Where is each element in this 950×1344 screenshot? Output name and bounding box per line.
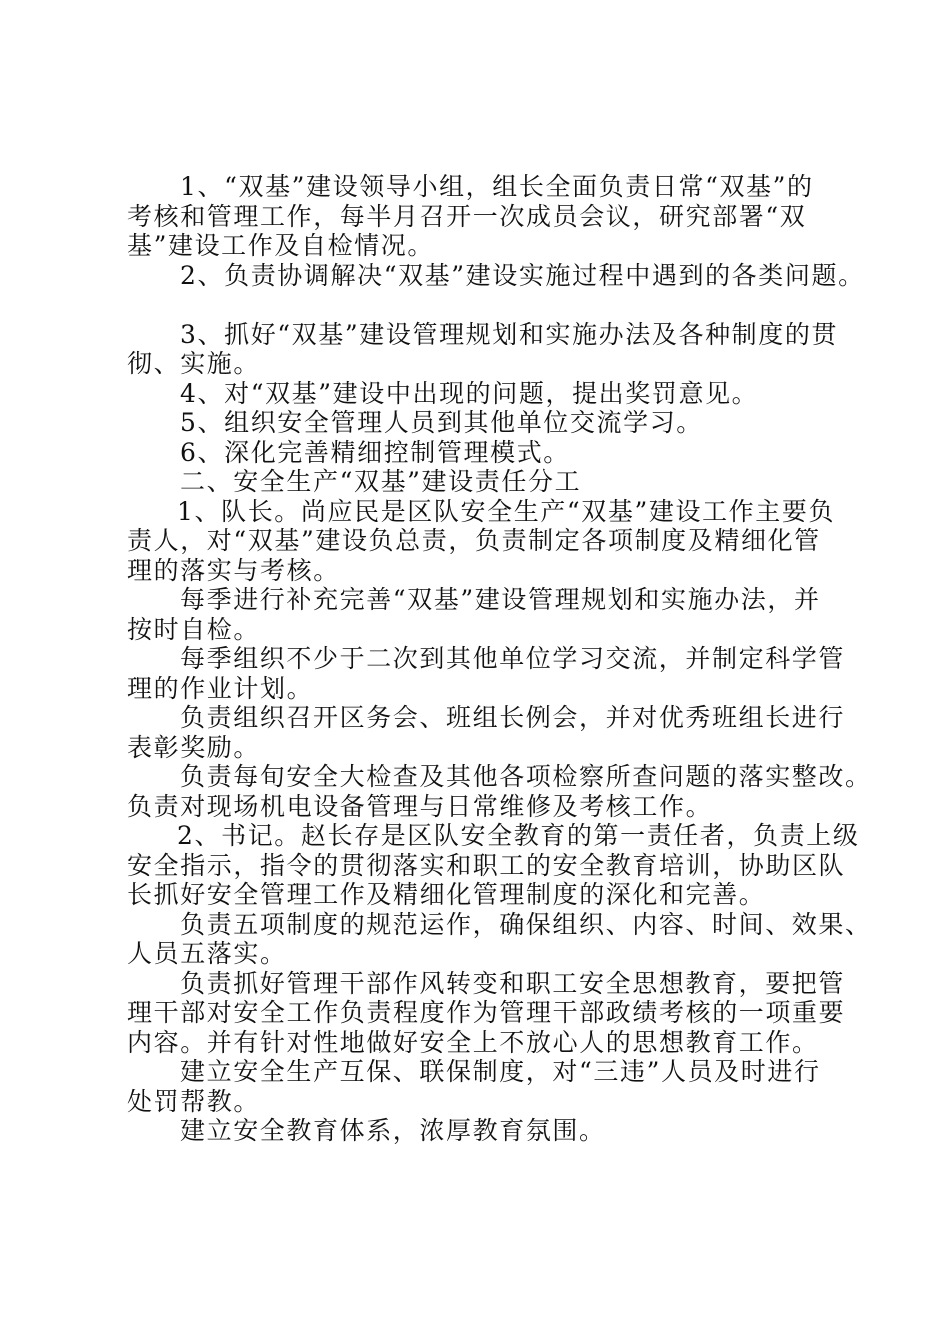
text-line: 每季组织不少于二次到其他单位学习交流，并制定科学管 — [180, 644, 846, 673]
text-line: 负责每旬安全大检查及其他各项检察所查问题的落实整改。 — [180, 762, 872, 791]
text-line: 2、书记。赵长存是区队安全教育的第一责任者，负责上级 — [177, 821, 860, 850]
text-line: 负责对现场机电设备管理与日常维修及考核工作。 — [127, 791, 713, 821]
text-line: 负责抓好管理干部作风转变和职工安全思想教育，要把管 — [180, 968, 846, 998]
text-line: 彻、实施。 — [127, 349, 261, 378]
text-line: 理的作业计划。 — [127, 673, 314, 703]
text-line: 2、负责协调解决“双基”建设实施过程中遇到的各类问题。 — [180, 260, 865, 290]
text-line: 长抓好安全管理工作及精细化管理制度的深化和完善。 — [127, 880, 766, 909]
text-line: 每季进行补充完善“双基”建设管理规划和实施办法，并 — [180, 585, 821, 614]
text-line: 考核和管理工作，每半月召开一次成员会议，研究部署“双 — [127, 201, 807, 231]
blank-line — [127, 290, 837, 320]
text-line: 4、对“双基”建设中出现的问题，提出奖罚意见。 — [180, 378, 759, 408]
text-line: 基”建设工作及自检情况。 — [127, 231, 434, 260]
section-heading: 二、安全生产“双基”建设责任分工 — [180, 467, 582, 496]
text-line: 负责五项制度的规范运作，确保组织、内容、时间、效果、 — [180, 909, 872, 939]
text-line: 按时自检。 — [127, 614, 261, 644]
text-line: 理干部对安全工作负责程度作为管理干部政绩考核的一项重要 — [127, 998, 846, 1027]
text-line: 表彰奖励。 — [127, 732, 261, 762]
document-body — [127, 172, 872, 1146]
text-line: 建立安全生产互保、联保制度，对“三违”人员及时进行 — [180, 1057, 821, 1086]
text-line: 内容。并有针对性地做好安全上不放心人的思想教育工作。 — [127, 1027, 819, 1057]
text-line: 责人，对“双基”建设负总责，负责制定各项制度及精细化管 — [127, 526, 821, 555]
text-line: 5、组织安全管理人员到其他单位交流学习。 — [180, 408, 703, 437]
text-line: 处罚帮教。 — [127, 1086, 261, 1116]
text-line: 6、深化完善精细控制管理模式。 — [180, 437, 570, 467]
text-line: 安全指示，指令的贯彻落实和职工的安全教育培训，协助区队 — [127, 850, 846, 880]
text-line: 人员五落实。 — [127, 939, 287, 968]
text-line: 3、抓好“双基”建设管理规划和实施办法及各种制度的贯 — [180, 319, 839, 349]
text-line: 建立安全教育体系，浓厚教育氛围。 — [180, 1116, 606, 1145]
text-line: 1、“双基”建设领导小组，组长全面负责日常“双基”的 — [180, 172, 814, 201]
text-line: 理的落实与考核。 — [127, 555, 340, 585]
text-line: 负责组织召开区务会、班组长例会，并对优秀班组长进行 — [180, 703, 846, 732]
text-line: 1、队长。尚应民是区队安全生产“双基”建设工作主要负 — [177, 496, 836, 526]
